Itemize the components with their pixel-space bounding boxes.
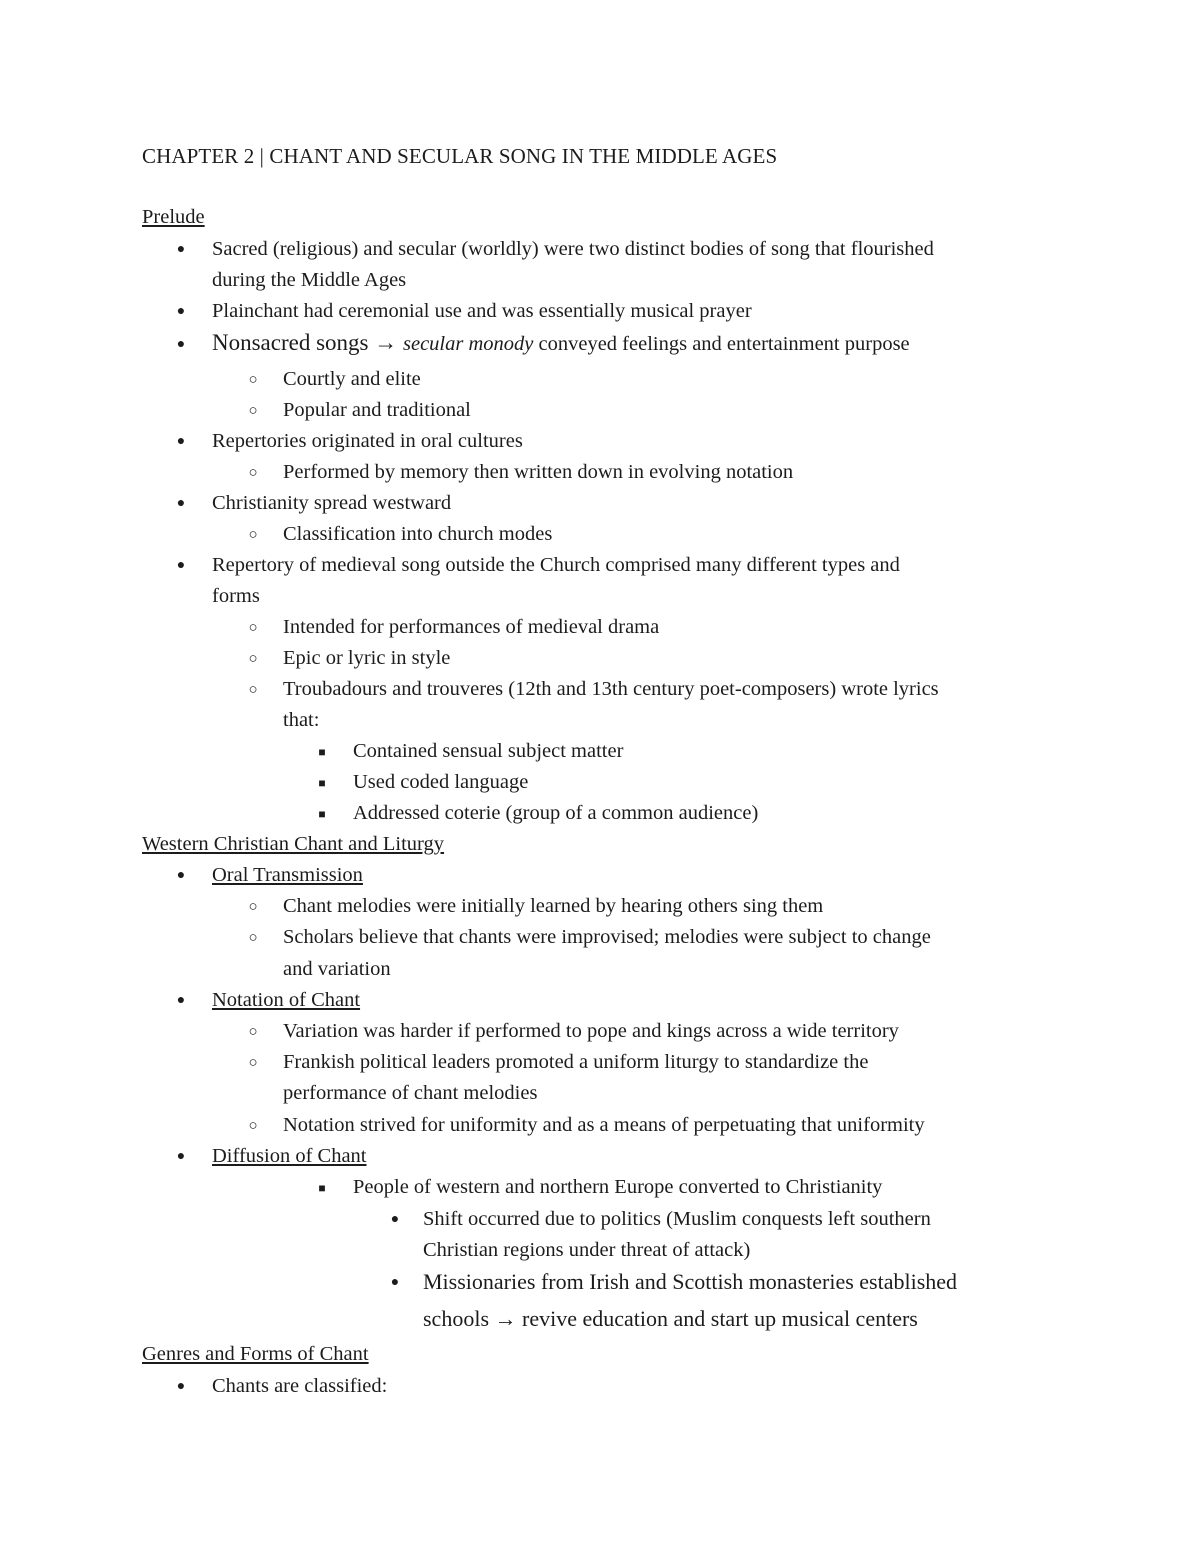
disc-icon: ●	[390, 1212, 400, 1227]
list-item: Notation strived for uniformity and as a means of perpetuating that uniformity	[283, 1114, 925, 1136]
square-icon: ■	[318, 776, 326, 790]
circle-icon: ○	[248, 465, 258, 481]
list-item: Shift occurred due to politics (Muslim conquests left southern	[423, 1208, 931, 1230]
circle-icon: ○	[248, 651, 258, 667]
list-item: Contained sensual subject matter	[353, 740, 624, 762]
list-item: Christianity spread westward	[212, 492, 452, 514]
circle-icon: ○	[248, 372, 258, 388]
list-item: Frankish political leaders promoted a uniform liturgy to standardize the	[283, 1051, 869, 1073]
list-item: Missionaries from Irish and Scottish monasteries established	[423, 1269, 958, 1294]
section-heading-western-chant: Western Christian Chant and Liturgy	[142, 833, 445, 855]
list-item-continuation: forms	[212, 585, 260, 607]
square-icon: ■	[318, 807, 326, 821]
section-heading-prelude: Prelude	[142, 206, 205, 228]
circle-icon: ○	[248, 1118, 258, 1134]
emphasis-term: secular monody	[403, 333, 534, 355]
list-item: Troubadours and trouveres (12th and 13th century poet-composers) wrote lyrics	[283, 678, 939, 700]
list-item: Intended for performances of medieval drama	[283, 616, 660, 638]
list-item: People of western and northern Europe converted to Christianity	[353, 1176, 883, 1198]
list-item: Chant melodies were initially learned by hearing others sing them	[283, 895, 824, 917]
disc-icon: ●	[176, 1149, 186, 1164]
disc-icon: ●	[176, 304, 186, 319]
circle-icon: ○	[248, 620, 258, 636]
list-item: Addressed coterie (group of a common audience)	[353, 802, 759, 824]
disc-icon: ●	[176, 434, 186, 449]
list-item: Popular and traditional	[283, 399, 471, 421]
page-title: CHAPTER 2 | CHANT AND SECULAR SONG IN THE MIDDLE AGES	[142, 144, 778, 168]
list-item-continuation: performance of chant melodies	[283, 1082, 538, 1104]
list-item: Scholars believe that chants were improvised; melodies were subject to change	[283, 926, 931, 948]
list-item: Courtly and elite	[283, 368, 421, 390]
list-item-continuation: that:	[283, 709, 320, 731]
square-icon: ■	[318, 745, 326, 759]
list-item: Variation was harder if performed to pope and kings across a wide territory	[283, 1020, 899, 1042]
subheading-notation-of-chant: Notation of Chant	[212, 989, 361, 1011]
list-item: Sacred (religious) and secular (worldly) were two distinct bodies of song that flourished	[212, 238, 934, 260]
circle-icon: ○	[248, 899, 258, 915]
disc-icon: ●	[390, 1275, 400, 1290]
list-item: Plainchant had ceremonial use and was essentially musical prayer	[212, 300, 752, 322]
disc-icon: ●	[176, 868, 186, 883]
list-item: Repertory of medieval song outside the Church comprised many different types and	[212, 554, 900, 576]
circle-icon: ○	[248, 1024, 258, 1040]
circle-icon: ○	[248, 1055, 258, 1071]
subheading-oral-transmission: Oral Transmission	[212, 864, 363, 886]
disc-icon: ●	[176, 558, 186, 573]
square-icon: ■	[318, 1181, 326, 1195]
list-item: Used coded language	[353, 771, 529, 793]
list-item: Performed by memory then written down in evolving notation	[283, 461, 794, 483]
list-item-continuation: Christian regions under threat of attack)	[423, 1239, 751, 1261]
disc-icon: ●	[176, 337, 186, 352]
section-heading-genres-forms: Genres and Forms of Chant	[142, 1343, 369, 1365]
disc-icon: ●	[176, 496, 186, 511]
list-item-continuation: and variation	[283, 958, 391, 980]
list-item	[212, 328, 910, 358]
list-item: Classification into church modes	[283, 523, 553, 545]
circle-icon: ○	[248, 527, 258, 543]
list-item-suffix: conveyed feelings and entertainment purpose	[533, 333, 910, 355]
disc-icon: ●	[176, 1379, 186, 1394]
list-item-prefix: Nonsacred songs →	[212, 330, 403, 355]
list-item: Epic or lyric in style	[283, 647, 451, 669]
circle-icon: ○	[248, 930, 258, 946]
list-item-continuation: during the Middle Ages	[212, 269, 407, 291]
list-item: Chants are classified:	[212, 1375, 388, 1397]
circle-icon: ○	[248, 682, 258, 698]
disc-icon: ●	[176, 242, 186, 257]
circle-icon: ○	[248, 403, 258, 419]
disc-icon: ●	[176, 993, 186, 1008]
subheading-diffusion-of-chant: Diffusion of Chant	[212, 1145, 367, 1167]
list-item: Repertories originated in oral cultures	[212, 430, 523, 452]
list-item-continuation: schools → revive education and start up musical centers	[423, 1306, 918, 1331]
